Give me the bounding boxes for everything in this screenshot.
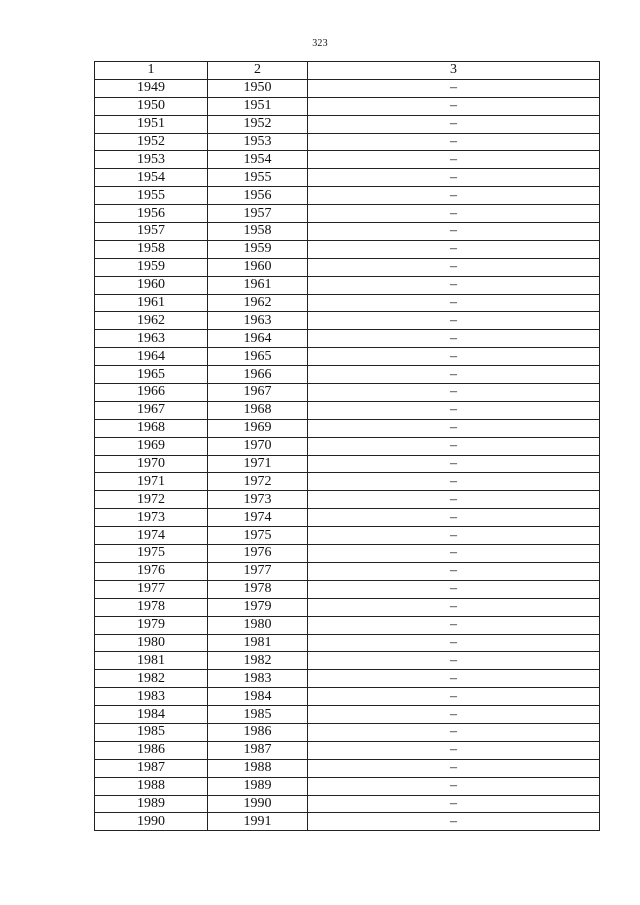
table-cell-col-2: 1989	[208, 777, 308, 795]
table-cell-col-1: 1985	[95, 723, 208, 741]
table-cell-col-2: 1975	[208, 527, 308, 545]
table-cell-col-3: –	[308, 688, 600, 706]
table-cell-col-1: 1962	[95, 312, 208, 330]
header-row	[95, 62, 600, 80]
table-cell-col-1: 1953	[95, 151, 208, 169]
table-cell-col-3: –	[308, 759, 600, 777]
table-cell-col-2: 1955	[208, 169, 308, 187]
table-cell-col-3: –	[308, 777, 600, 795]
table-cell-col-3: –	[308, 223, 600, 241]
table-cell-col-3: –	[308, 133, 600, 151]
table-cell-col-3: –	[308, 491, 600, 509]
table-body	[95, 79, 600, 830]
table-row	[95, 348, 600, 366]
table-cell-col-3: –	[308, 169, 600, 187]
table-cell-col-1: 1950	[95, 97, 208, 115]
table-cell-col-3: –	[308, 79, 600, 97]
table-cell-col-2: 1950	[208, 79, 308, 97]
table-row	[95, 509, 600, 527]
table-row	[95, 741, 600, 759]
table-row	[95, 616, 600, 634]
table-cell-col-3: –	[308, 616, 600, 634]
table-row	[95, 187, 600, 205]
table-cell-col-2: 1984	[208, 688, 308, 706]
table-row	[95, 491, 600, 509]
table-cell-col-1: 1970	[95, 455, 208, 473]
table-cell-col-2: 1967	[208, 384, 308, 402]
table-cell-col-2: 1981	[208, 634, 308, 652]
table-row	[95, 133, 600, 151]
table-cell-col-1: 1980	[95, 634, 208, 652]
table-cell-col-1: 1958	[95, 240, 208, 258]
table-cell-col-2: 1960	[208, 258, 308, 276]
table-cell-col-2: 1953	[208, 133, 308, 151]
table-cell-col-3: –	[308, 580, 600, 598]
table-cell-col-3: –	[308, 670, 600, 688]
page-number: 323	[312, 38, 328, 49]
table-cell-col-1: 1984	[95, 706, 208, 724]
table-row	[95, 258, 600, 276]
table-cell-col-3: –	[308, 795, 600, 813]
table-cell-col-1: 1976	[95, 562, 208, 580]
table-cell-col-2: 1963	[208, 312, 308, 330]
table-cell-col-2: 1959	[208, 240, 308, 258]
table-cell-col-3: –	[308, 634, 600, 652]
table-row	[95, 294, 600, 312]
table-cell-col-3: –	[308, 562, 600, 580]
table-row	[95, 330, 600, 348]
table-row	[95, 366, 600, 384]
table-cell-col-1: 1956	[95, 205, 208, 223]
table-row	[95, 384, 600, 402]
table-cell-col-1: 1978	[95, 598, 208, 616]
table-cell-col-3: –	[308, 205, 600, 223]
table-cell-col-2: 1964	[208, 330, 308, 348]
table-row	[95, 777, 600, 795]
table-cell-col-1: 1979	[95, 616, 208, 634]
table-row	[95, 580, 600, 598]
table-row	[95, 670, 600, 688]
table-cell-col-1: 1972	[95, 491, 208, 509]
table-cell-col-3: –	[308, 384, 600, 402]
table-cell-col-2: 1962	[208, 294, 308, 312]
table-cell-col-2: 1973	[208, 491, 308, 509]
table-cell-col-2: 1979	[208, 598, 308, 616]
table-cell-col-1: 1966	[95, 384, 208, 402]
table-cell-col-1: 1988	[95, 777, 208, 795]
table-cell-col-3: –	[308, 187, 600, 205]
table-row	[95, 455, 600, 473]
table-row	[95, 527, 600, 545]
table-cell-col-1: 1987	[95, 759, 208, 777]
table-cell-col-3: –	[308, 527, 600, 545]
table-cell-col-1: 1963	[95, 330, 208, 348]
table-row	[95, 79, 600, 97]
table-cell-col-3: –	[308, 115, 600, 133]
table-cell-col-3: –	[308, 437, 600, 455]
table-cell-col-2: 1972	[208, 473, 308, 491]
table-row	[95, 223, 600, 241]
table-cell-col-3: –	[308, 240, 600, 258]
table-cell-col-1: 1986	[95, 741, 208, 759]
table-cell-col-1: 1973	[95, 509, 208, 527]
table-row	[95, 706, 600, 724]
table-cell-col-3: –	[308, 294, 600, 312]
table-row	[95, 813, 600, 831]
table-row	[95, 545, 600, 563]
table-cell-col-1: 1959	[95, 258, 208, 276]
table-cell-col-3: –	[308, 419, 600, 437]
table-row	[95, 473, 600, 491]
table-row	[95, 795, 600, 813]
table-cell-col-1: 1969	[95, 437, 208, 455]
year-table	[94, 61, 600, 831]
table-cell-col-1: 1951	[95, 115, 208, 133]
table-cell-col-2: 1980	[208, 616, 308, 634]
table-cell-col-3: –	[308, 723, 600, 741]
table-row	[95, 115, 600, 133]
table-cell-col-1: 1975	[95, 545, 208, 563]
table-cell-col-2: 1969	[208, 419, 308, 437]
table-cell-col-3: –	[308, 813, 600, 831]
table-cell-col-3: –	[308, 151, 600, 169]
table-cell-col-2: 1951	[208, 97, 308, 115]
table-cell-col-1: 1990	[95, 813, 208, 831]
table-cell-col-2: 1974	[208, 509, 308, 527]
table-cell-col-2: 1956	[208, 187, 308, 205]
table-cell-col-1: 1949	[95, 79, 208, 97]
table-row	[95, 652, 600, 670]
table-row	[95, 419, 600, 437]
table-row	[95, 240, 600, 258]
table-cell-col-2: 1986	[208, 723, 308, 741]
table-cell-col-1: 1960	[95, 276, 208, 294]
table-cell-col-1: 1974	[95, 527, 208, 545]
table-cell-col-3: –	[308, 741, 600, 759]
table-cell-col-1: 1957	[95, 223, 208, 241]
table-cell-col-1: 1977	[95, 580, 208, 598]
table-cell-col-2: 1968	[208, 401, 308, 419]
table-row	[95, 312, 600, 330]
table-cell-col-3: –	[308, 276, 600, 294]
table-row	[95, 723, 600, 741]
table-cell-col-2: 1978	[208, 580, 308, 598]
table-row	[95, 688, 600, 706]
table-cell-col-1: 1954	[95, 169, 208, 187]
table-row	[95, 401, 600, 419]
table-cell-col-3: –	[308, 330, 600, 348]
table-cell-col-1: 1971	[95, 473, 208, 491]
table-cell-col-3: –	[308, 312, 600, 330]
table-cell-col-3: –	[308, 97, 600, 115]
table-cell-col-2: 1987	[208, 741, 308, 759]
table-row	[95, 634, 600, 652]
column-header-3: 3	[308, 62, 600, 80]
table-cell-col-2: 1952	[208, 115, 308, 133]
table-cell-col-1: 1968	[95, 419, 208, 437]
table-row	[95, 97, 600, 115]
table-cell-col-3: –	[308, 652, 600, 670]
table-cell-col-2: 1954	[208, 151, 308, 169]
table-row	[95, 562, 600, 580]
table-cell-col-2: 1977	[208, 562, 308, 580]
table-cell-col-2: 1966	[208, 366, 308, 384]
table-row	[95, 276, 600, 294]
table-cell-col-2: 1970	[208, 437, 308, 455]
table-cell-col-3: –	[308, 545, 600, 563]
table-cell-col-1: 1967	[95, 401, 208, 419]
table-cell-col-1: 1981	[95, 652, 208, 670]
column-header-2: 2	[208, 62, 308, 80]
table-cell-col-1: 1961	[95, 294, 208, 312]
table-cell-col-1: 1965	[95, 366, 208, 384]
table-cell-col-2: 1961	[208, 276, 308, 294]
table-cell-col-3: –	[308, 455, 600, 473]
table-cell-col-3: –	[308, 401, 600, 419]
table-cell-col-2: 1957	[208, 205, 308, 223]
table-cell-col-2: 1965	[208, 348, 308, 366]
table-cell-col-3: –	[308, 258, 600, 276]
table-cell-col-1: 1955	[95, 187, 208, 205]
table-cell-col-2: 1983	[208, 670, 308, 688]
column-header-1: 1	[95, 62, 208, 80]
table-cell-col-2: 1982	[208, 652, 308, 670]
table-row	[95, 759, 600, 777]
table-cell-col-3: –	[308, 706, 600, 724]
table-row	[95, 437, 600, 455]
table-cell-col-1: 1982	[95, 670, 208, 688]
table-cell-col-1: 1952	[95, 133, 208, 151]
table-cell-col-2: 1958	[208, 223, 308, 241]
table-row	[95, 598, 600, 616]
table-cell-col-1: 1989	[95, 795, 208, 813]
table-cell-col-2: 1991	[208, 813, 308, 831]
table-cell-col-3: –	[308, 598, 600, 616]
table-cell-col-2: 1976	[208, 545, 308, 563]
table-cell-col-2: 1985	[208, 706, 308, 724]
table-row	[95, 169, 600, 187]
table-cell-col-2: 1971	[208, 455, 308, 473]
table-row	[95, 205, 600, 223]
table-row	[95, 151, 600, 169]
table-cell-col-1: 1983	[95, 688, 208, 706]
table-cell-col-3: –	[308, 509, 600, 527]
table-cell-col-1: 1964	[95, 348, 208, 366]
table-cell-col-2: 1988	[208, 759, 308, 777]
table-cell-col-3: –	[308, 366, 600, 384]
table-cell-col-3: –	[308, 473, 600, 491]
table-cell-col-2: 1990	[208, 795, 308, 813]
table-cell-col-3: –	[308, 348, 600, 366]
